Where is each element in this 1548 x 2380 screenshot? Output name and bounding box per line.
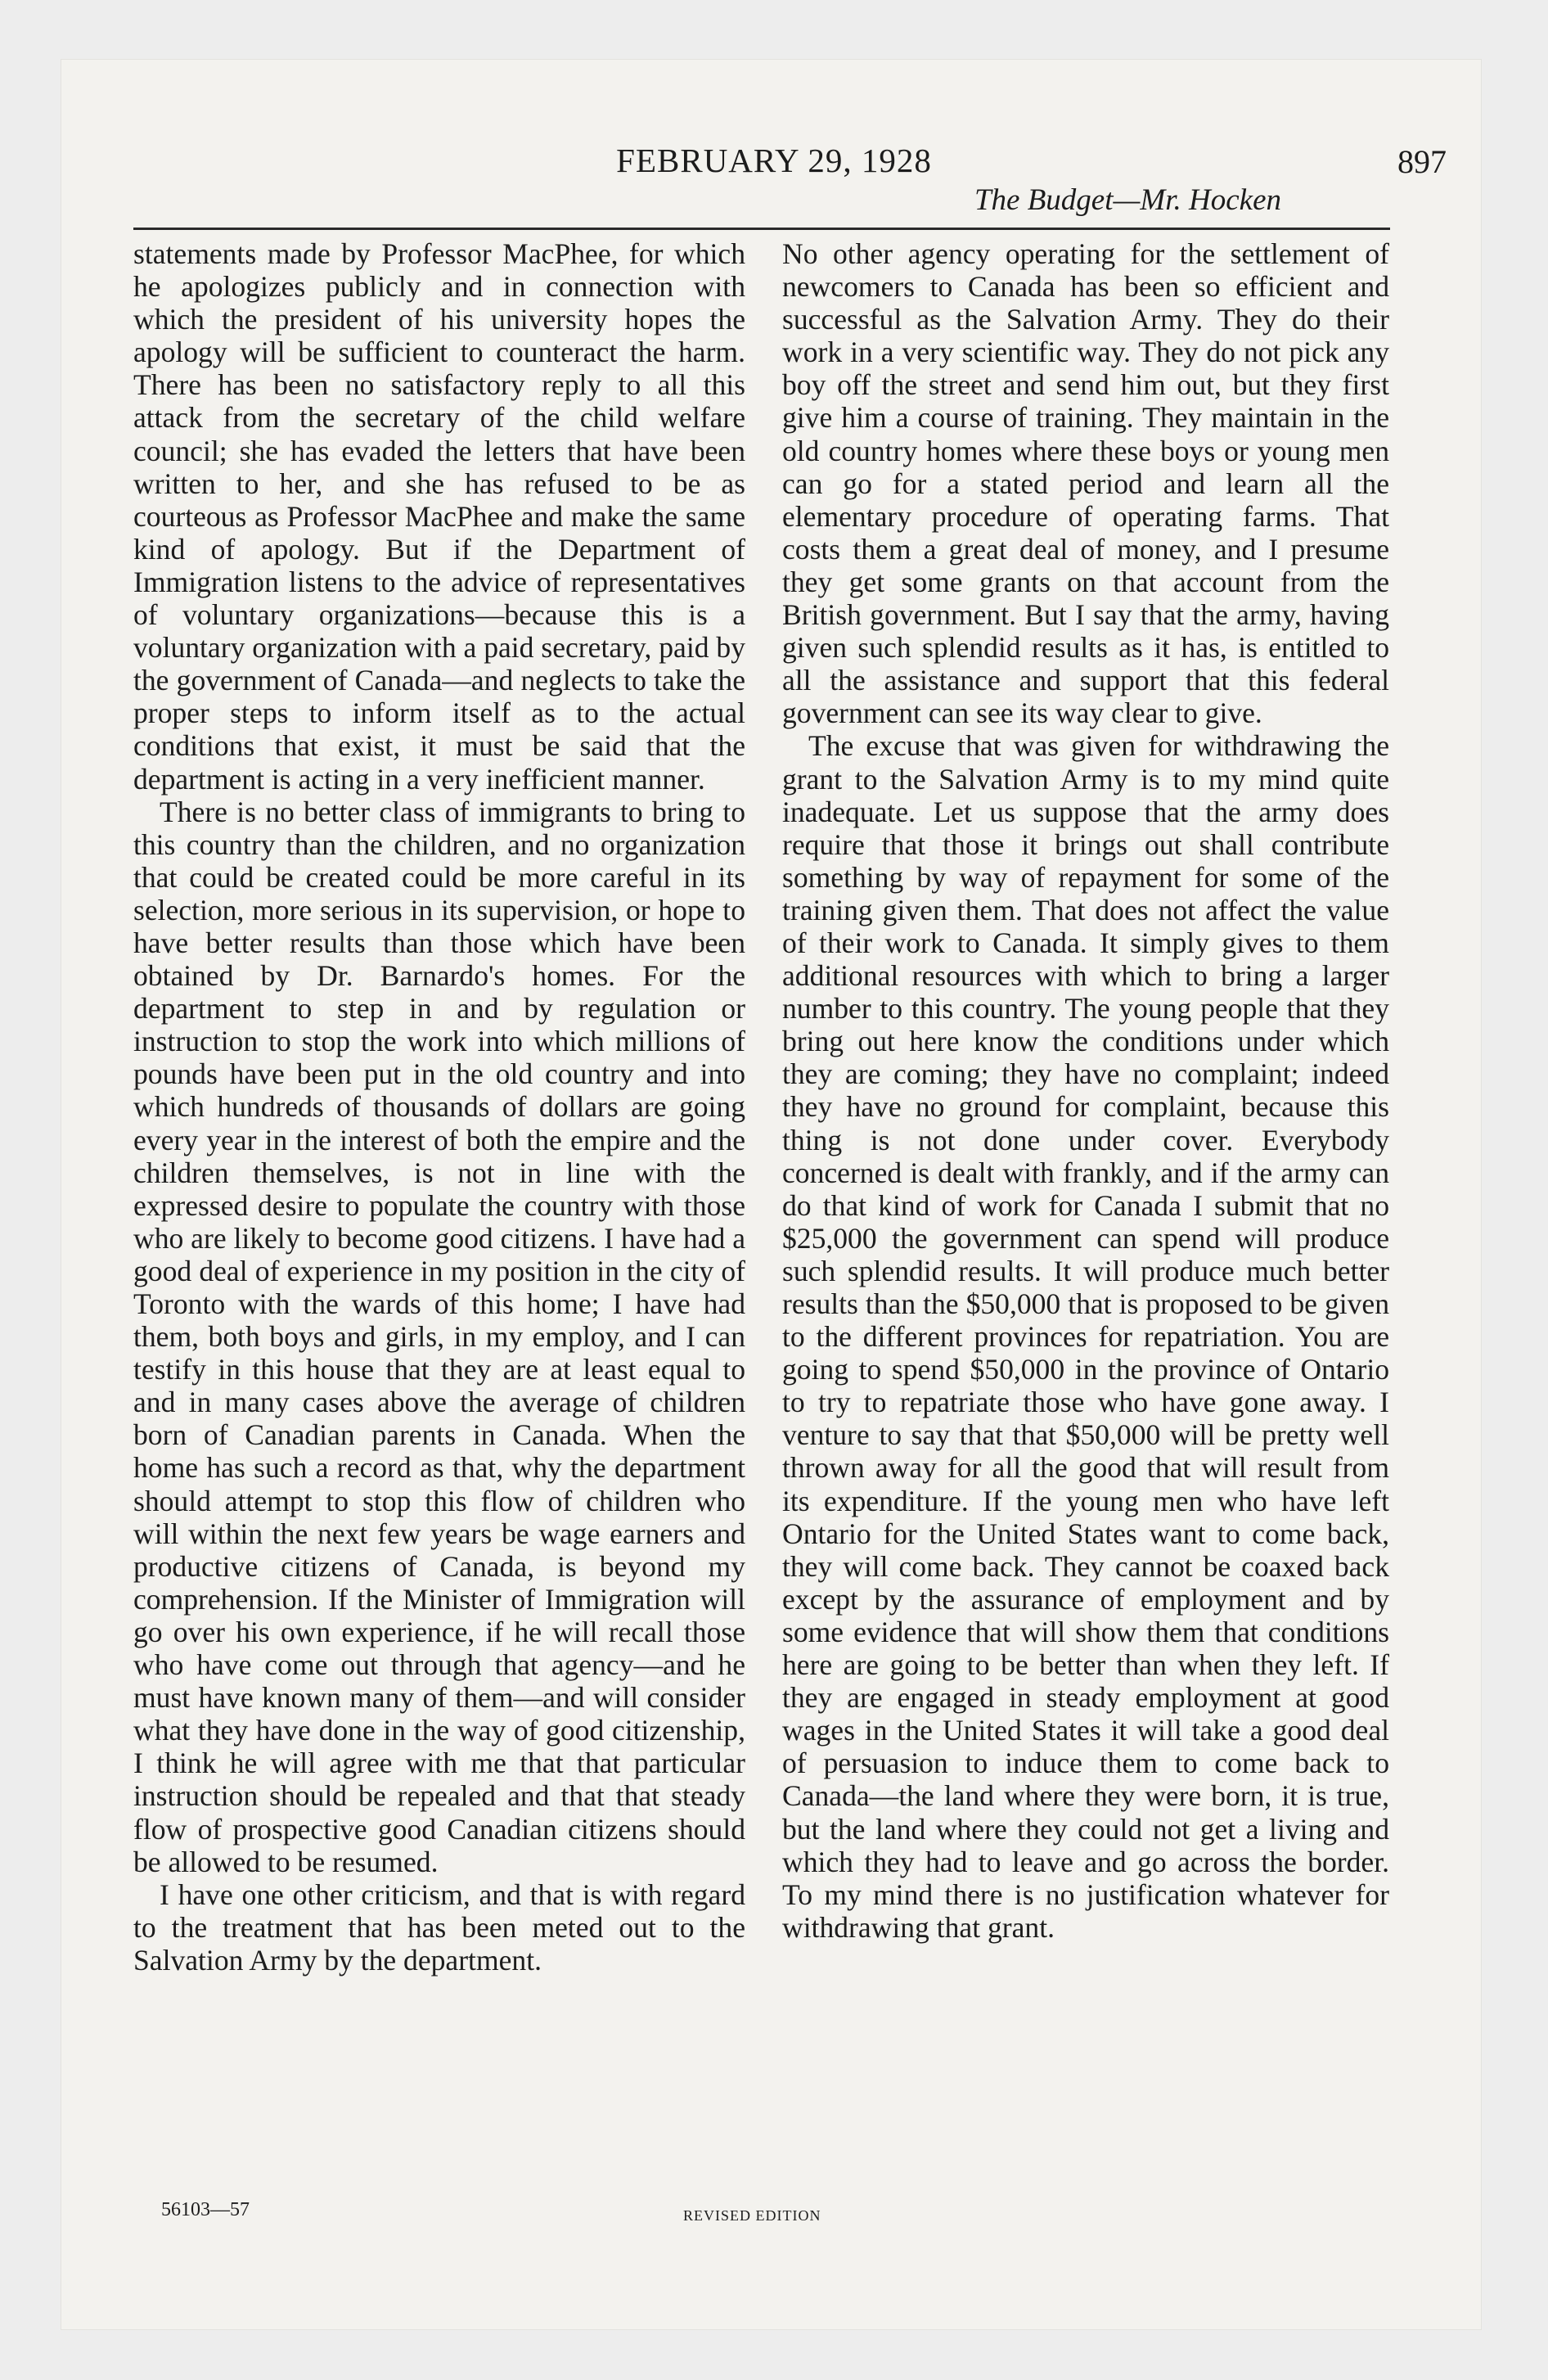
header-rule [133, 228, 1390, 230]
paragraph: No other agency operating for the settlement of newcomers to Canada has been so efficient and successful as the Salvation Army. They do their work in a very scientific way. They do not pick any boy off the street and send him out, but they first give him a course of training. They maintain in the old country homes where these boys or young men can go for a stated period and learn all the elementary procedure of operating farms. That costs them a great deal of money, and I presume they get some grants on that account from the British government. But I say that the army, having given such splendid results as it has, is entitled to all the assistance and support that this federal government can see its way clear to give. [782, 237, 1389, 730]
print-code: 56103—57 [161, 2199, 250, 2220]
header-date: FEBRUARY 29, 1928 [616, 142, 932, 179]
paragraph: I have one other criticism, and that is with regard to the treatment that has been meted out to the Salvation Army by the department. [133, 1877, 745, 1977]
header-subtitle: The Budget—Mr. Hocken [974, 183, 1281, 217]
paragraph: The excuse that was given for withdrawing the grant to the Salvation Army is to my mind quite inadequate. Let us suppose that the army does require that those it brings out shall contribute something by way of repayment for some of the training given them. That does not affect the value of their work to Canada. It simply gives to them additional resources with which to bring a larger number to this country. The young people that they bring out here know the conditions under which they are coming; they have no complaint; indeed they have no ground for complaint, because this thing is not done under cover. Everybody concerned is dealt with frankly, and if the army can do that kind of work for Canada I submit that no $25,000 the government can spend will produce such splendid results. It will produce much better results than the $50,000 that is proposed to be given to the different provinces for repatriation. You are going to spend $50,000 in the province of Ontario to try to repatriate those who have gone away. I venture to say that that $50,000 will be pretty well thrown away for all the good that will result from its expenditure. If the young men who have left Ontario for the United States want to come back, they will come back. They cannot be coaxed back except by the assurance of employment and by some evidence that will show them that conditions here are going to be better than when they left. If they are engaged in steady employment at good wages in the United States it will take a good deal of persuasion to induce them to come back to Canada—the land where they were born, it is true, but the land where they could not get a living and which they had to leave and go across the border. To my mind there is no justification whatever for withdrawing that grant. [782, 729, 1389, 1944]
right-column [782, 237, 1389, 1944]
paragraph: statements made by Professor MacPhee, for which he apologizes publicly and in connection with which the president of his university hopes the apology will be sufficient to counteract the harm. There has been no satisfactory reply to all this attack from the secretary of the child welfare council; she has evaded the letters that have been written to her, and she has refused to be as courteous as Professor MacPhee and make the same kind of apology. But if the Department of Immigration listens to the advice of representatives of voluntary organizations—because this is a voluntary organization with a paid secretary, paid by the government of Canada—and neglects to take the proper steps to inform itself as to the actual conditions that exist, it must be said that the department is acting in a very inefficient manner. [133, 237, 745, 796]
paragraph: There is no better class of immigrants to bring to this country than the children, and no organization that could be created could be more careful in its selection, more serious in its supervision, or hope to have better results than those which have been obtained by Dr. Barnardo's homes. For the department to step in and by regulation or instruction to stop the work into which millions of pounds have been put in the old country and into which hundreds of thousands of dollars are going every year in the interest of both the empire and the children themselves, is not in line with the expressed desire to populate the country with those who are likely to become good citizens. I have had a good deal of experience in my position in the city of Toronto with the wards of this home; I have had them, both boys and girls, in my employ, and I can testify in this house that they are at least equal to and in many cases above the average of children born of Canadian parents in Canada. When the home has such a record as that, why the department should attempt to stop this flow of children who will within the next few years be wage earners and productive citizens of Canada, is beyond my comprehension. If the Minister of Immigration will go over his own experience, if he will recall those who have come out through that agency—and he must have known many of them—and will consider what they have done in the way of good citizenship, I think he will agree with me that that particular instruction should be repealed and that that steady flow of prospective good Canadian citizens should be allowed to be resumed. [133, 795, 745, 1878]
page-number: 897 [1397, 143, 1447, 180]
left-column [133, 237, 745, 1977]
edition-label: REVISED EDITION [683, 2207, 821, 2224]
